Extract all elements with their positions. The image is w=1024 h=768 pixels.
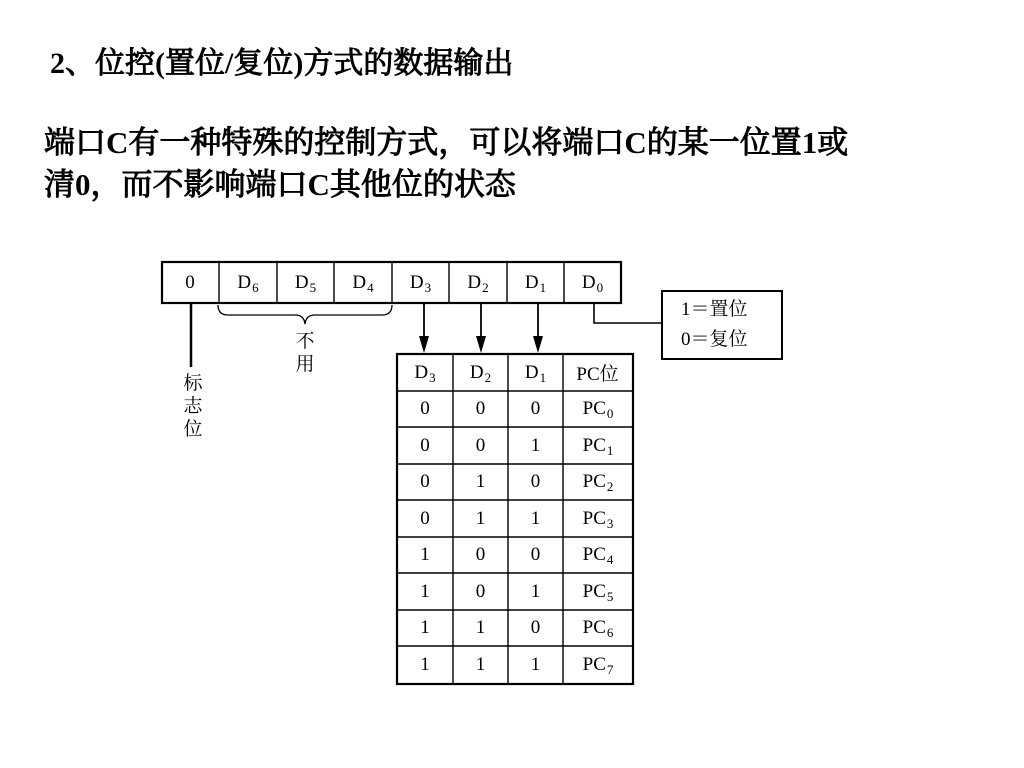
table-cell-d1: 0 [530,544,541,565]
control-bit-d3: D 3 [409,271,432,295]
table-cell-d1: 0 [530,617,541,638]
table-cell-pc: PC 4 [582,544,614,567]
table-cell-d3: 1 [420,617,430,638]
table-cell-pc: PC 7 [582,654,614,677]
table-cell-d2: 0 [475,580,486,602]
table-cell-d1: 1 [530,580,541,602]
table-cell-pc: PC 6 [582,617,614,640]
table-cell-d2: 0 [475,544,486,565]
control-bit-d6: D 6 [237,271,259,295]
table-cell-d1: 1 [530,654,541,675]
control-bit-d0: D 0 [581,271,604,295]
arrow-d1 [533,336,543,353]
table-cell-pc: PC 1 [582,434,614,458]
table-header-d2: D 2 [469,361,492,385]
table-cell-d2: 1 [475,507,486,529]
table-cell-pc: PC 0 [582,398,614,421]
table-cell-pc: PC 3 [582,507,614,531]
table-cell-d3: 0 [420,434,430,456]
table-header-d1: D 1 [524,361,547,385]
arrow-d2 [476,336,486,353]
table-cell-d2: 0 [475,434,486,456]
control-bit-d7: 0 [185,271,195,293]
table-cell-d2: 1 [475,471,486,492]
control-bit-d5: D 5 [294,271,317,295]
table-cell-d3: 0 [420,398,430,419]
flag-bit-label: 标 志 位 [183,373,203,440]
table-cell-d3: 1 [420,580,430,602]
table-cell-d3: 1 [420,654,430,675]
table-cell-d2: 1 [475,654,486,675]
control-bit-d1: D 1 [524,271,547,295]
table-cell-d2: 0 [475,398,486,419]
d0-legend-line [594,303,661,323]
table-cell-d2: 1 [475,617,486,638]
heading: 2、位控(置位/复位)方式的数据输出 [50,47,514,80]
description-line-1: 端口C有一种特殊的控制方式，可以将端口C的某一位置1或 [44,125,849,160]
control-bit-d2: D 2 [467,271,489,295]
description-line-2: 清0，而不影响端口C其他位的状态 [44,167,516,202]
table-header-d3: D 3 [414,361,436,385]
table-cell-d3: 0 [420,471,430,492]
table-cell-pc: PC 5 [582,580,614,604]
table-cell-pc: PC 2 [582,471,614,494]
table-cell-d1: 1 [530,507,541,529]
unused-label: 不 用 [295,331,315,375]
table-cell-d1: 0 [530,471,541,492]
control-bit-d4: D 4 [352,271,374,295]
table-cell-d1: 1 [530,434,541,456]
arrow-d3 [419,336,429,353]
unused-brace [218,305,392,324]
table-header-pc: PC位 [576,364,619,385]
table-cell-d3: 0 [420,507,430,529]
table-cell-d1: 0 [530,398,541,419]
table-cell-d3: 1 [420,544,430,565]
set-reset-legend: 1＝置位 0＝复位 [661,290,783,360]
